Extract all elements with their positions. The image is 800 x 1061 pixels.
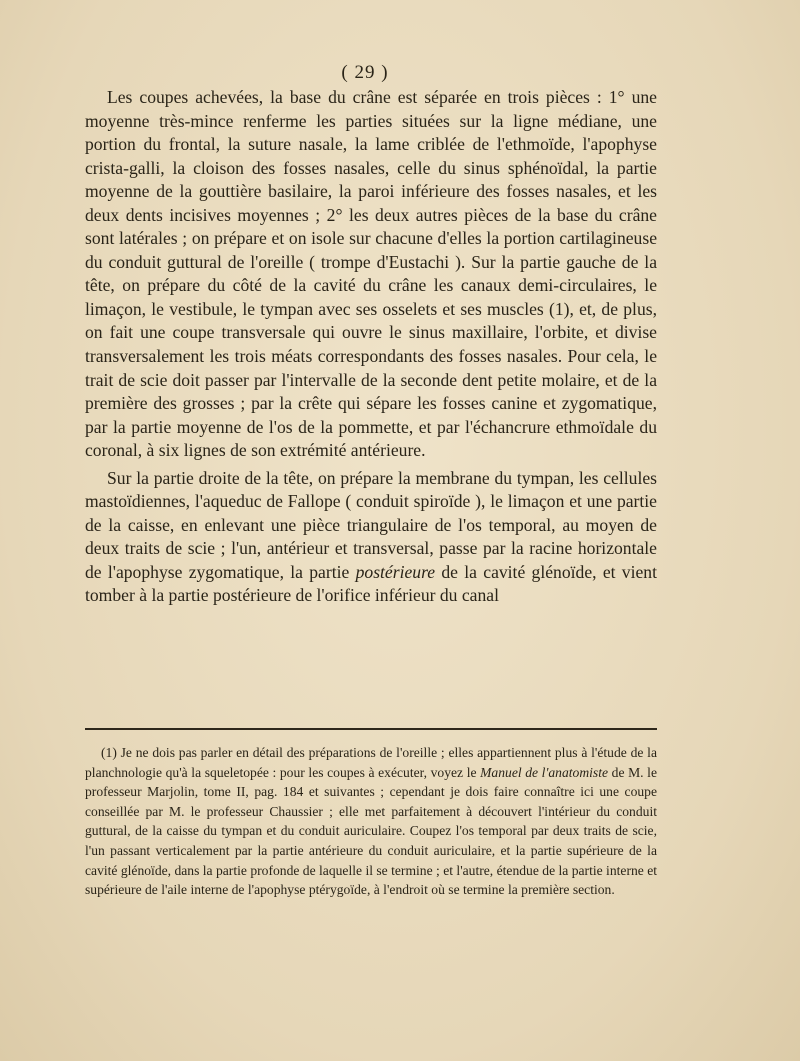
footnote-paragraph bbox=[85, 743, 657, 900]
main-text bbox=[85, 86, 657, 608]
footnote bbox=[85, 743, 657, 900]
footnote-divider bbox=[85, 728, 657, 730]
footnote-text-a: (1) Je ne dois pas parler en détail des préparations de l'oreille ; elles appartiennent plus à l'étude de la planchnologie qu'à la squeletopée : pour les coupes à exécuter, voyez le bbox=[85, 745, 657, 780]
paragraph-1-text-b: , et, de plus, on fait une coupe transversale qui ouvre le sinus maxillaire, l'orbite, et divise transversalement les trois méats correspondants des fosses nasales. Pour cela, le trait de scie doit passer par l'intervalle de la seconde dent petite molaire, et de la première des grosses ; par la crête qui sépare les fosses canine et zygomatique, par la partie moyenne de l'os de la pommette, et par l'échancrure ethmoïdale du coronal, à six lignes de son extrémité antérieure. bbox=[85, 298, 657, 461]
paragraph-2-italic: postérieure bbox=[355, 561, 436, 582]
footnote-reference: (1) bbox=[548, 298, 570, 319]
paragraph-2-text-b: de la cavité glénoïde, et vient tomber à la partie postérieure de l'orifice inférieur du canal bbox=[85, 561, 657, 606]
footnote-italic-title: Manuel de l'anatomiste bbox=[480, 764, 609, 780]
footnote-text-b: de M. le professeur Marjolin, tome II, pag. 184 et suivantes ; cependant je dois faire connaître ici une coupe conseillée par M. le professeur Chaussier ; elle met parfaitement à découvert l'intérieur du conduit guttural, de la caisse du tympan et du conduit auriculaire. Coupez l'os temporal par deux traits de scie, l'un passant verticalement par la partie antérieure du conduit auriculaire, et la partie supérieure de la cavité glénoïde, dans la partie profonde de laquelle il se termine ; et l'autre, étendue de la partie interne et supérieure de l'aile interne de l'apophyse ptérygoïde, à l'endroit où se termine la première section. bbox=[85, 764, 658, 898]
paragraph-2-text-a: Sur la partie droite de la tête, on prépare la membrane du tympan, les cellules mastoïdiennes, l'aqueduc de Fallope ( conduit spiroïde ), le limaçon et une partie de la caisse, en enlevant une pièce triangulaire de l'os temporal, au moyen de deux traits de scie ; l'un, antérieur et transversal, passe par la racine horizontale de l'apophyse zygomatique, la partie bbox=[85, 467, 657, 582]
paragraph-1-text-a: Les coupes achevées, la base du crâne est séparée en trois pièces : 1° une moyenne très-mince renferme les parties situées sur la ligne médiane, une portion du frontal, la suture nasale, la lame criblée de l'ethmoïde, l'apophyse crista-galli, la cloison des fosses nasales, celle du sinus sphénoïdal, la partie moyenne de la gouttière basilaire, la paroi inférieure des fosses nasales, et les deux dents incisives moyennes ; 2° les deux autres pièces de la base du crâne sont latérales ; on prépare et on isole sur chacune d'elles la portion cartilagineuse du conduit guttural de l'oreille ( trompe d'Eustachi ). Sur la partie gauche de la tête, on prépare du côté de la cavité du crâne les canaux demi-circulaires, le limaçon, le vestibule, le tympan avec ses osselets et ses muscles bbox=[85, 87, 657, 319]
paragraph-2 bbox=[85, 467, 657, 608]
page-number: ( 29 ) bbox=[341, 62, 389, 83]
paragraph-1 bbox=[85, 86, 657, 463]
